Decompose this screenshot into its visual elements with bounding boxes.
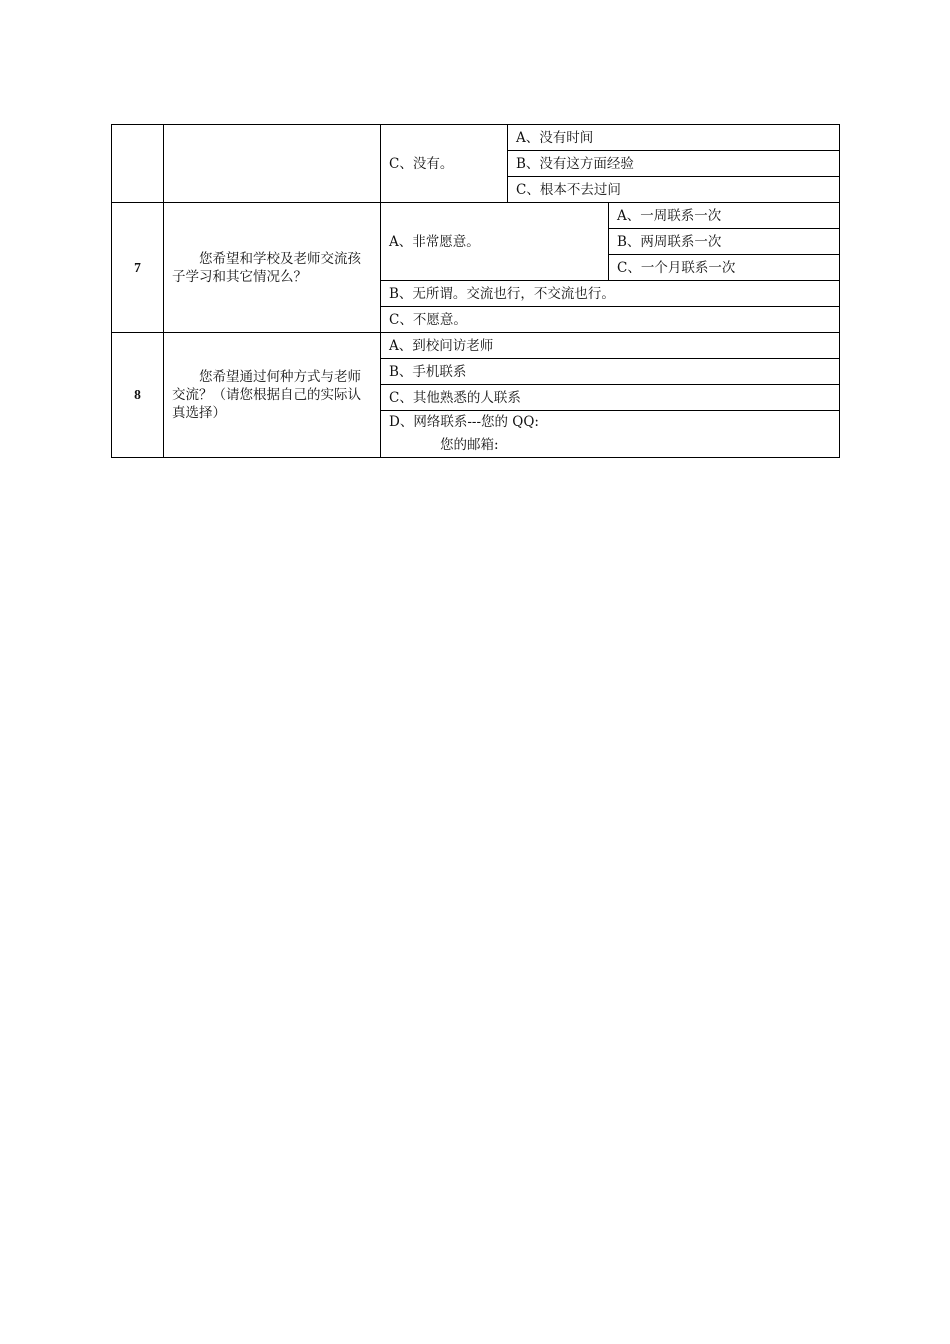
reason-option-c: C、根本不去过问 [508,177,840,203]
question-8-cell [164,333,381,458]
number-cell-empty [112,125,164,203]
reason-option-b: B、没有这方面经验 [508,151,840,177]
q8-option-a: A、到校问访老师 [381,333,840,359]
question-7-cell [164,203,381,333]
q7-option-a: A、非常愿意。 [381,203,609,281]
q8-option-d-qq: D、网络联系---您的 QQ: [389,414,539,430]
q8-option-b: B、手机联系 [381,359,840,385]
survey-table [111,124,840,458]
question-number-8: 8 [112,333,164,458]
q7-option-c: C、不愿意。 [381,307,840,333]
q7-frequency-a: A、一周联系一次 [609,203,840,229]
q7-frequency-c: C、一个月联系一次 [609,255,840,281]
q7-frequency-b: B、两周联系一次 [609,229,840,255]
q8-option-d-email: 您的邮箱: [440,437,499,453]
table-row [112,333,840,359]
question-cell-empty [164,125,381,203]
answer-option-c-no: C、没有。 [381,125,508,203]
q8-option-c: C、其他熟悉的人联系 [381,385,840,411]
table-row [112,125,840,151]
question-8-text: 您希望通过何种方式与老师交流？（请您根据自己的实际认真选择） [172,369,361,421]
q8-option-d [381,411,840,458]
question-number-7: 7 [112,203,164,333]
q7-option-b: B、无所谓。交流也行，不交流也行。 [381,281,840,307]
table-row [112,203,840,229]
question-7-text: 您希望和学校及老师交流孩子学习和其它情况么？ [172,250,361,285]
reason-option-a: A、没有时间 [508,125,840,151]
